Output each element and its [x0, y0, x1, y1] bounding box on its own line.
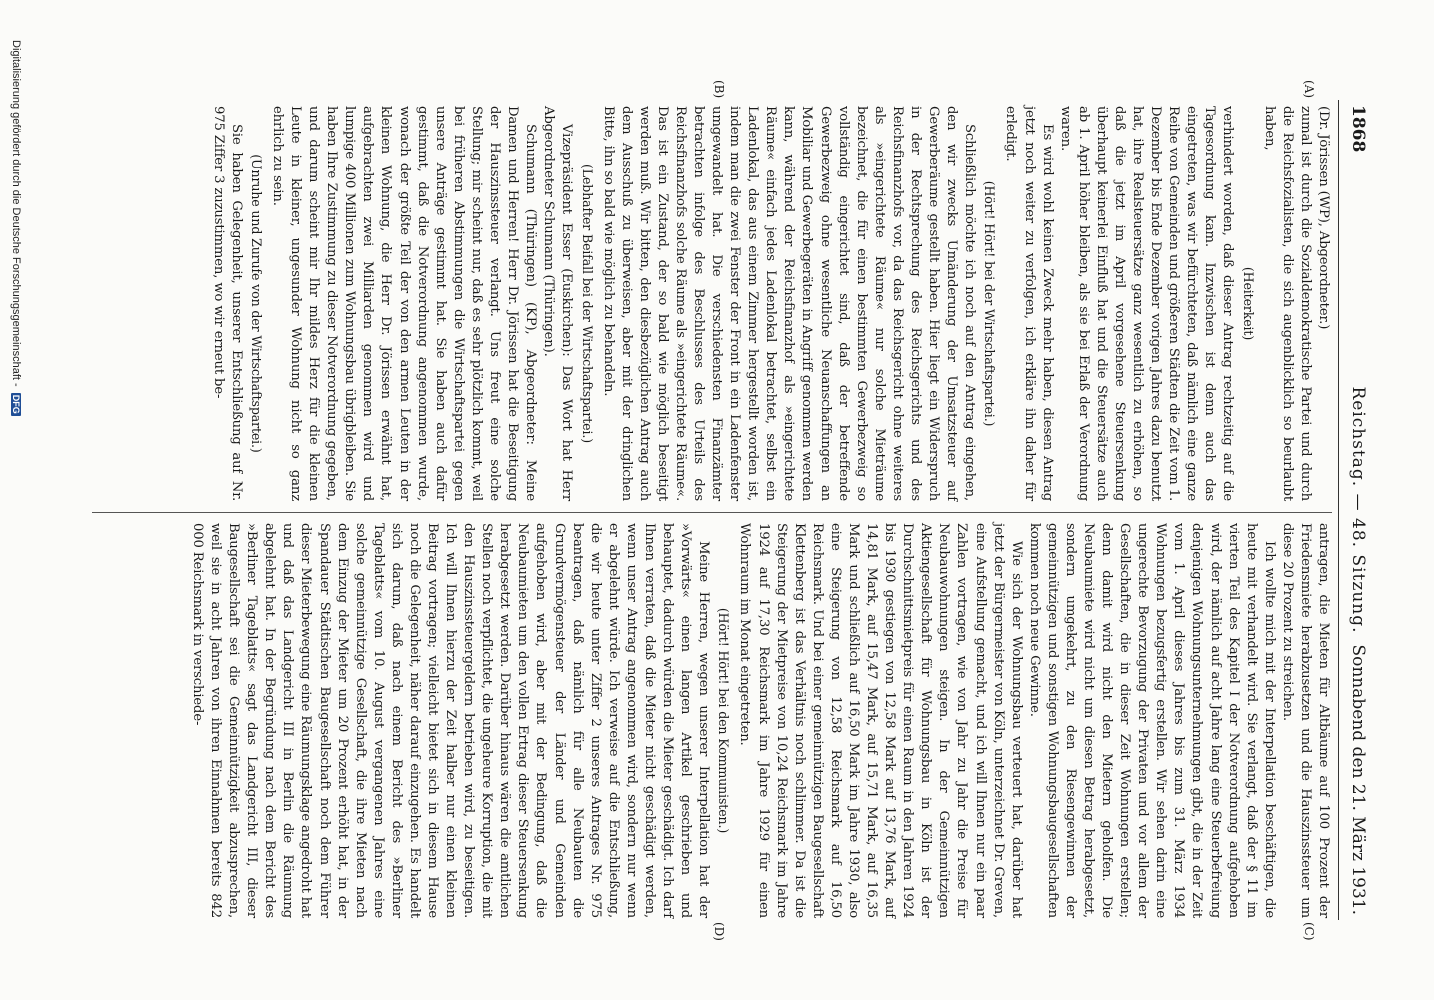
digitization-footer [10, 40, 22, 416]
left-paragraph: verhindert worden, daß dieser Antrag rechtzeitig auf die Tagesordnung kam. Inzwischen ist denn auch das eingetreten, was wir befürchteten, daß nämlich eine ganze Reihe von Gemeinden und größeren Städten die Zeit vom 1. Dezember bis Ende Dezember vorigen Jahres dazu benutzt hat, ihre Realsteuersätze ganz wesentlich zu erhöhen, so daß die jetzt im April vorgesehene Steuersenkung überhaupt keinerlei Einfluß hat und die Steuersätze auch ab 1. April höher bleiben, als sie bei Erlaß der Verordnung waren. [1057, 106, 1236, 501]
page-number: 1868 [1348, 105, 1368, 153]
margin-mark-a: (A) [1302, 80, 1316, 99]
footer-text: Digitalisierung gefördert durch die Deutsche Forschungsgemeinschaft - [10, 40, 22, 387]
right-paragraph: Meine Herren, wegen unserer Interpellation hat der »Vorwärts« einen langen Artikel geschrieben und behauptet, dadurch würden die Mieter geschädigt. Ich darf Ihnen verraten, daß die Mieter nicht geschädigt werden, wenn unser Antrag angenommen wird, sondern nur wenn er abgelehnt würde. Ich verweise auf die Entschließung, die wir heute unter Ziffer 2 unseres Antrages Nr. 975 beantragen, daß nämlich für alle Neubauten die Grundvermögensteuer der Länder und Gemeinden aufgehoben wird, aber mit der Bedingung, daß die Neubaumieten um den vollen Ertrag dieser Steuersenkung herabgesetzt werden. Darüber hinaus wären die amtlichen Stellen noch verpflichtet, die ungeheure Korruption, die mit den Hauszinssteuergeldern betrieben wird, zu beseitigen. Ich will Ihnen hierzu der Zeit halber nur einen kleinen Beitrag vortragen; vielleicht bietet sich in diesem Hause noch die Gelegenheit, näher darauf einzugehen. Es handelt sich darum, daß nach einem Bericht des »Berliner Tageblatts« vom 10. August vergangenen Jahres eine solche gemeinnützige Gesellschaft, die ihre Mieten nach dem Einzug der Mieter um 20 Prozent erhöht hat, in der Spandauer Städtischen Baugesellschaft noch dem Führer dieser Mieterbewegung eine Räumungsklage angedroht hat und daß das Landgericht III in Berlin die Räumung abgelehnt hat. In der Begründung nach dem Bericht des »Berliner Tageblatts« sagt das Landgericht III, dieser Baugesellschaft sei die Gemeinnützigkeit abzusprechen, weil sie in acht Jahren von ihren Einnahmen bereits 842 000 Reichsmark in verschiede- [189, 523, 712, 919]
dfg-logo-icon: DFG [11, 394, 21, 414]
left-paragraph: Vizepräsident Esser (Euskirchen): Das Wort hat Herr Abgeordneter Schumann (Thüringen). [541, 106, 575, 501]
right-paragraph: Ich wollte mich mit der Interpellation beschäftigen, die heute mit verhandelt wird. Sie verlangt, daß der § 11 im vierten Teil des Kapitel I der Notverordnung aufgehoben wird, der nämlich auf acht Jahre lang eine Steuerbefreiung denjenigen Wohnungsunternehmungen gibt, die in der Zeit vom 1. April dieses Jahres bis zum 31. März 1934 Wohnungen bezugsfertig erstellen. Wir sehen darin eine ungerechte Bevorzugung der Privaten und vor allem der Gesellschaften, die in dieser Zeit Wohnungen erstellen; denn damit wird nicht den Mietern geholfen. Die Neubaumiete wird nicht um diesen Betrag herabgesetzt, sondern umgekehrt, zu den Riesengewinnen der gemeinnützigen und sonstigen Wohnungsbaugesellschaften kommen noch neue Gewinne. [1026, 523, 1277, 918]
left-paragraph: (Dr. Jörissen (WP), Abgeordneter.) [1316, 106, 1331, 330]
left-paragraph: zumal ist durch die Sozialdemokratische Partei und durch die Reichsfozialisten, die sich augenblicklich so beurlaubt haben, [1261, 106, 1313, 501]
left-text-column [92, 106, 1332, 501]
right-text-column [92, 523, 1332, 918]
left-paragraph: Sie haben Gelegenheit, unserer Entschließung auf Nr. 975 Ziffer 3 zuzustimmen, wo wir erneut be- [210, 106, 244, 501]
left-paragraph: (Unruhe und Zurufe von der Wirtschaftspartei.) [248, 154, 264, 453]
running-header [1342, 105, 1372, 915]
right-paragraph: Wie sich der Wohnungsbau verteuert hat, darüber hat jetzt der Bürgermeister von Köln, unterzeichnet Dr. Greven, eine Aufstellung gemacht, und ich will Ihnen nur ein paar Zahlen vortragen, wie von Jahr zu Jahr die Preise für Neubauwohnungen steigen. In der Gemeinnützigen Aktiengesellschaft für Wohnungsbau in Köln ist der Durchschnittsmietpreis für einen Raum in den Jahren 1924 bis 1930 gestiegen von 12,58 Mark auf 13,76 Mark, auf 14,81 Mark, auf 15,47 Mark, auf 15,71 Mark, auf 16,35 Mark und schließlich auf 16,50 Mark im Jahre 1930, also eine Steigerung von 12,58 Reichsmark auf 16,50 Reichsmark. Und bei einer gemeinnützigen Baugesellschaft Klettenberg ist das Verhältnis noch schlimmer. Da ist die Steigerung der Mietpreise von 10,24 Reichsmark im Jahre 1924 auf 17,30 Reichsmark im Jahre 1929 für einen Wohnraum im Monat eingetreten. [737, 523, 1024, 918]
margin-mark-c: (C) [1302, 922, 1316, 941]
column-divider [92, 512, 1332, 513]
left-paragraph: (Hört! Hört! bei der Wirtschaftspartei.) [982, 180, 998, 427]
left-paragraph: Schließlich möchte ich noch auf den Antrag eingehen, den wir zwecks Umänderung der Umsatzsteuer auf Gewerberäume gestellt haben. Hier liegt ein Widerspruch in der Rechtsprechung des Reichsgerichts und des Reichsfinanzhofs vor, da das Reichsgericht ohne weiteres als »eingerichtete Räume« nur solche Mieträume bezeichnet, die für einen bestimmten Gewerbezweig so vollständig eingerichtet sind, daß der betreffende Gewerbezweig ohne wesentliche Neuanschaffungen an Mobiliar und Gewerbegeräten in Angriff genommen werden kann, während der Reichsfinanzhof als »eingerichtete Räume« einfach jedes Ladenlokal betrachtet, selbst ein Ladenlokal, das aus einem Zimmer hergestellt worden ist, indem man die zwei Fenster der Front in ein Ladenfenster umgewandelt hat. Die verschiedensten Finanzämter betrachten infolge des Beschlusses des Urteils des Reichsfinanzhofs solche Räume als »eingerichtete Räume«. Das ist ein Zustand, der so bald wie möglich beseitigt werden muß. Wir bitten, den diesbezüglichen Antrag auch dem Ausschuß zu überweisen, aber mit der dringlichen Bitte, ihn so bald wie möglich zu behandeln. [600, 106, 978, 501]
left-paragraph: Schumann (Thüringen) (KP), Abgeordneter: Meine Damen und Herren! Herr Dr. Jörissen hat die Beseitigung der Hauszinssteuer verlangt. Uns freut eine solche Stellung; mir scheint nur, daß es sehr plötzlich kommt, weil bei früheren Abstimmungen die Wirtschaftspartei gegen unsere Anträge gestimmt hat. Sie haben auch dafür gestimmt, daß die Notverordnung angenommen wurde, wonach der größte Teil der von den armen Leuten in der kleinen Wohnung, die Herr Dr. Jörissen erwähnt hat, aufgebrachten zwei Milliarden genommen wird und lumpige 400 Millionen zum Wohnungsbau übrigbleiben. Sie haben Ihre Zustimmung zu dieser Notverordnung gegeben, und darum scheint mir Ihr mildes Herz für die kleinen Leute in kleiner, ungesunder Wohnung nicht so ganz ehrlich zu sein. [270, 106, 539, 501]
header-title: Reichstag. — 48. Sitzung. [1348, 386, 1368, 634]
header-rule [1338, 100, 1339, 920]
right-paragraph: (Hört! Hört! bei den Kommunisten.) [716, 607, 732, 834]
left-paragraph: (Lebhafter Beifall bei der Wirtschaftspartei.) [579, 164, 595, 443]
margin-mark-b: (B) [712, 80, 726, 99]
header-date: Sonnabend den 21. März 1931. [1348, 644, 1368, 915]
margin-mark-d: (D) [712, 922, 726, 941]
left-paragraph: Es wird wohl keinen Zweck mehr haben, diesen Antrag jetzt noch weiter zu verfolgen, ich erkläre ihn daher für erledigt. [1003, 106, 1055, 501]
left-paragraph: (Heiterkeit) [1240, 266, 1256, 341]
right-paragraph: antragen, die Mieten für Altbäume auf 100 Prozent der Friedensmiete herabzusetzen und die Hauszinssteuer um diese 20 Prozent zu streichen. [1279, 523, 1331, 918]
